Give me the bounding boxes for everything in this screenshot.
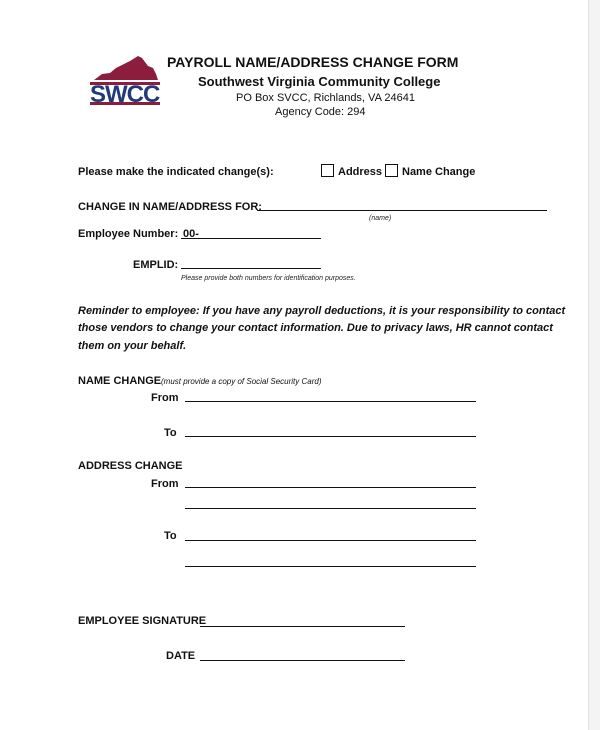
date-field[interactable] [200, 660, 405, 661]
address-to-field-line-2[interactable] [185, 566, 476, 567]
employee-number-value: 00- [183, 228, 199, 240]
emplid-label: EMPLID: [133, 259, 179, 271]
date-label: DATE [166, 650, 196, 662]
address-to-field-line-1[interactable] [185, 540, 476, 541]
name-change-label: NAME CHANGE [78, 375, 162, 387]
name-from-label: From [151, 392, 179, 404]
change-for-field[interactable] [257, 210, 547, 211]
employee-signature-field[interactable] [200, 626, 405, 627]
change-for-label: CHANGE IN NAME/ADDRESS FOR: [78, 201, 262, 213]
address-from-field-line-2[interactable] [185, 508, 476, 509]
reminder-line-2: those vendors to change your contact information. Due to privacy laws, HR cannot contact [78, 322, 553, 334]
reminder-line-3: them on your behalf. [78, 340, 187, 352]
name-from-field[interactable] [185, 401, 476, 402]
name-change-checkbox[interactable] [385, 164, 398, 177]
employee-number-field[interactable] [181, 238, 321, 239]
employee-signature-label: EMPLOYEE SIGNATURE [78, 615, 207, 627]
change-select-label: Please make the indicated change(s): [78, 166, 274, 178]
logo-text: SWCC [90, 81, 160, 108]
name-change-note: (must provide a copy of Social Security Card) [161, 377, 322, 386]
address-to-label: To [164, 530, 177, 542]
college-name: Southwest Virginia Community College [198, 74, 441, 89]
address-change-label: ADDRESS CHANGE [78, 460, 183, 472]
name-to-field[interactable] [185, 436, 476, 437]
college-address: PO Box SVCC, Richlands, VA 24641 [236, 92, 415, 104]
employee-number-label: Employee Number: [78, 228, 179, 240]
reminder-line-1: Reminder to employee: If you have any payroll deductions, it is your responsibility to contact [78, 305, 566, 317]
address-option-label: Address [338, 166, 383, 178]
form-title: PAYROLL NAME/ADDRESS CHANGE FORM [167, 54, 459, 70]
emplid-hint: Please provide both numbers for identification purposes. [181, 275, 356, 282]
college-logo [88, 52, 162, 108]
change-for-hint: (name) [369, 215, 392, 222]
address-from-field-line-1[interactable] [185, 487, 476, 488]
address-checkbox[interactable] [321, 164, 334, 177]
address-from-label: From [151, 478, 179, 490]
name-to-label: To [164, 427, 177, 439]
name-change-option-label: Name Change [402, 166, 476, 178]
emplid-field[interactable] [181, 268, 321, 269]
agency-code: Agency Code: 294 [275, 106, 366, 118]
